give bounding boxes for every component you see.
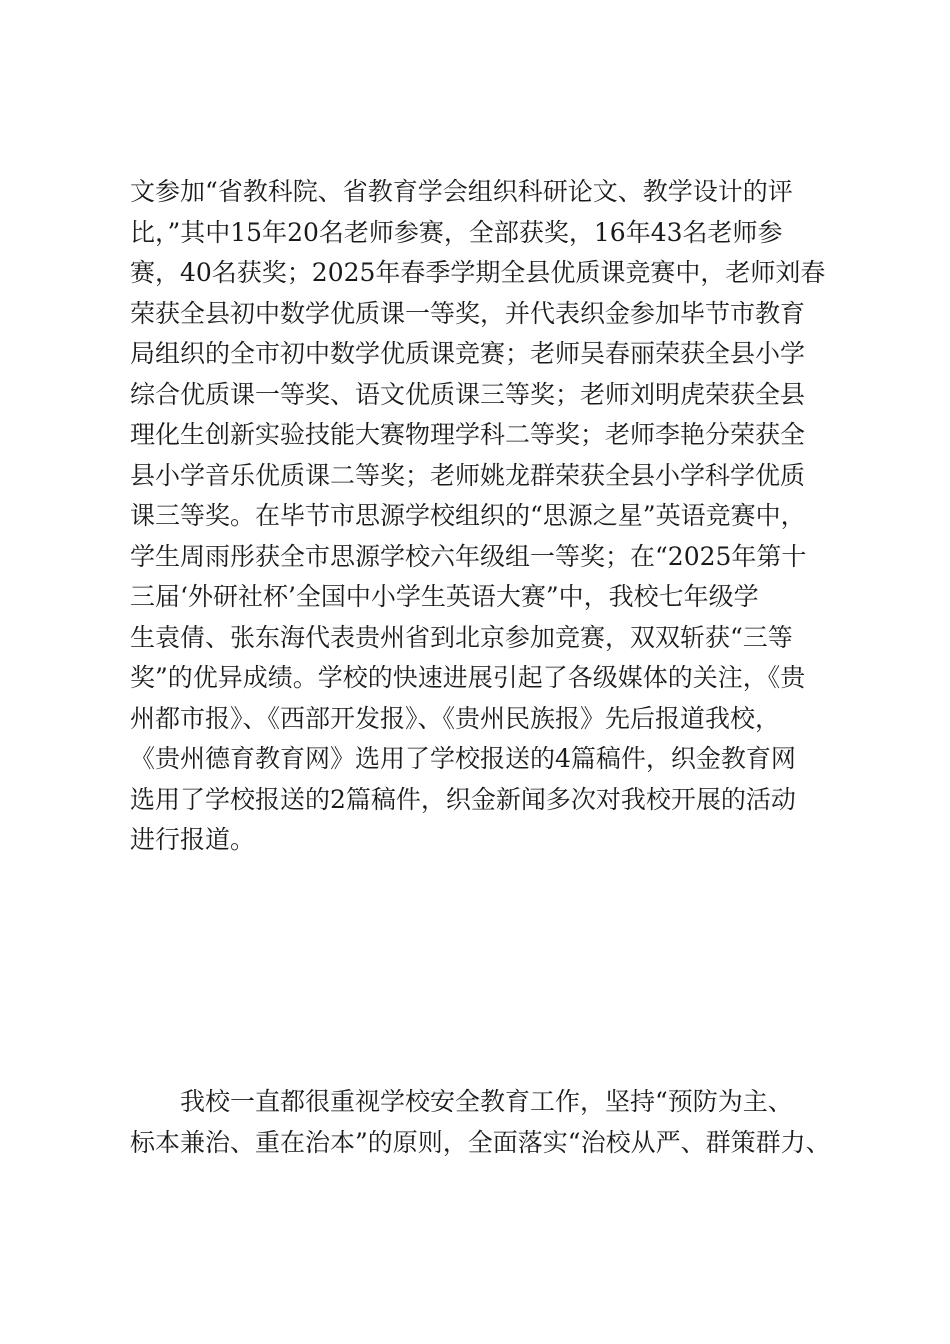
text-line: 我校一直都很重视学校安全教育工作，坚持“预防为主、 bbox=[180, 1087, 793, 1116]
text-line: 奖”的优异成绩。学校的快速进展引起了各级媒体的关注，《贵 bbox=[130, 663, 806, 692]
text-line: 赛，40名获奖；2025年春季学期全县优质课竞赛中，老师刘春 bbox=[130, 258, 826, 287]
text-line: 生袁倩、张东海代表贵州省到北京参加竞赛，双双斩获“三等 bbox=[130, 622, 793, 652]
text-line: 荣获全县初中数学优质课一等奖，并代表织金参加毕节市教育 bbox=[130, 298, 806, 328]
text-line: 州都市报》、《西部开发报》、《贵州民族报》先后报道我校， bbox=[130, 703, 781, 733]
text-line: 局组织的全市初中数学优质课竞赛；老师吴春丽荣获全县小学 bbox=[130, 339, 806, 368]
text-line: 综合优质课一等奖、语文优质课三等奖；老师刘明虎荣获全县 bbox=[130, 379, 806, 409]
text-line: 理化生创新实验技能大赛物理学科二等奖；老师李艳分荣获全 bbox=[130, 420, 806, 449]
text-line: 标本兼治、重在治本”的原则，全面落实“治校从严、群策群力、 bbox=[130, 1127, 831, 1157]
text-line: 进行报道。 bbox=[130, 825, 256, 854]
paragraph-safety bbox=[130, 1082, 850, 1163]
text-line: 文参加“省教科院、省教育学会组织科研论文、教学设计的评 bbox=[130, 177, 793, 206]
text-line: 县小学音乐优质课二等奖；老师姚龙群荣获全县小学科学优质 bbox=[130, 460, 806, 490]
paragraph-awards bbox=[130, 172, 850, 861]
text-line: 《贵州德育教育网》选用了学校报送的4篇稿件，织金教育网 bbox=[130, 744, 796, 773]
text-line: 选用了学校报送的2篇稿件，织金新闻多次对我校开展的活动 bbox=[130, 784, 796, 814]
text-line: 比，”其中15年20名老师参赛，全部获奖，16年43名老师参 bbox=[130, 217, 783, 247]
text-line: 课三等奖。在毕节市思源学校组织的“思源之星”英语竞赛中， bbox=[130, 501, 806, 530]
text-line: 三届‘外研社杯’全国中小学生英语大赛”中，我校七年级学 bbox=[130, 582, 759, 611]
text-line: 学生周雨彤获全市思源学校六年级组一等奖；在“2025年第十 bbox=[130, 541, 807, 571]
